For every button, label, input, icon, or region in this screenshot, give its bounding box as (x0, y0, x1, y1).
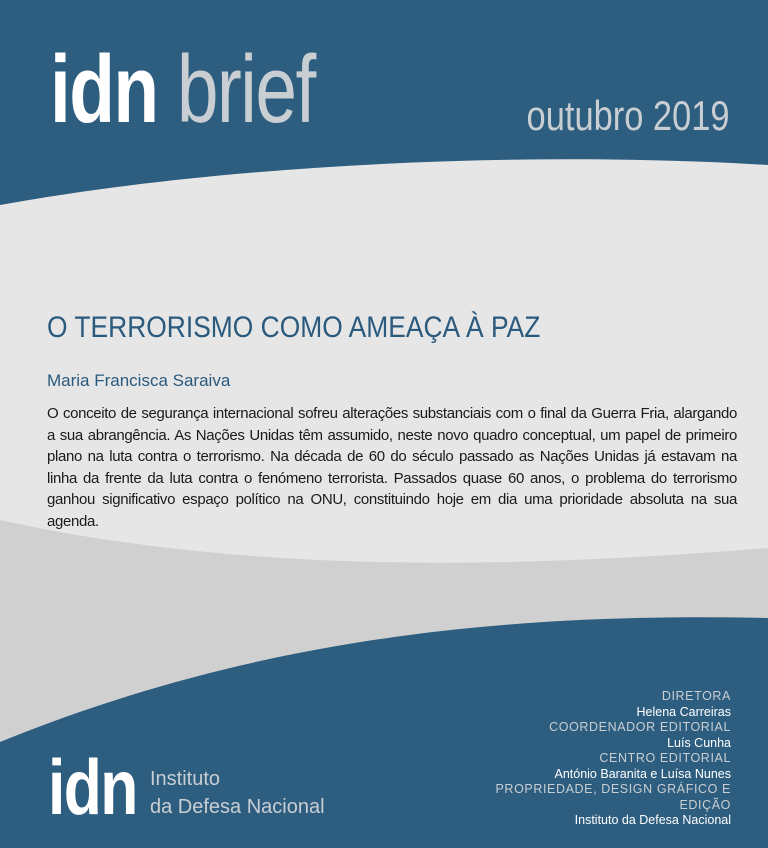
credit-role: DIRETORA (661, 689, 731, 703)
article-title: O TERRORISMO COMO AMEAÇA À PAZ (47, 311, 541, 344)
brand-secondary: brief (176, 36, 315, 143)
credit-name: Luís Cunha (667, 735, 731, 750)
credit-role: COORDENADOR EDITORIAL (549, 720, 731, 734)
credits-block (471, 689, 731, 829)
issue-date: outubro 2019 (526, 92, 730, 139)
institute-name-line2: da Defesa Nacional (150, 796, 325, 818)
credit-name: Helena Carreiras (636, 704, 731, 719)
institute-name-line1: Instituto (150, 768, 221, 790)
brand-logo (50, 36, 315, 143)
brand-primary: idn (50, 36, 158, 143)
credit-name: António Baranita e Luísa Nunes (554, 766, 731, 781)
article-author: Maria Francisca Saraiva (47, 371, 231, 390)
credit-role: PROPRIEDADE, DESIGN GRÁFICO E EDIÇÃO (495, 782, 731, 812)
credit-name: Instituto da Defesa Nacional (574, 813, 731, 827)
idn-logo: idn (48, 743, 137, 831)
article-abstract: O conceito de segurança internacional sofreu alterações substanciais com o final da Guerra Fria, alargando a sua abrangência. As Nações Unidas têm assumido, neste novo quadro conceptual, um papel de primeiro plano na luta contra o terrorismo. Na década de 60 do século passado as Nações Unidas já estavam na linha da frente da luta contra o fenómeno terrorista. Passados quase 60 anos, o problema do terrorismo ganhou significativo espaço político na ONU, constituindo hoje em dia uma prioridade absoluta na sua agenda. (47, 405, 737, 530)
credit-role: CENTRO EDITORIAL (599, 751, 731, 765)
